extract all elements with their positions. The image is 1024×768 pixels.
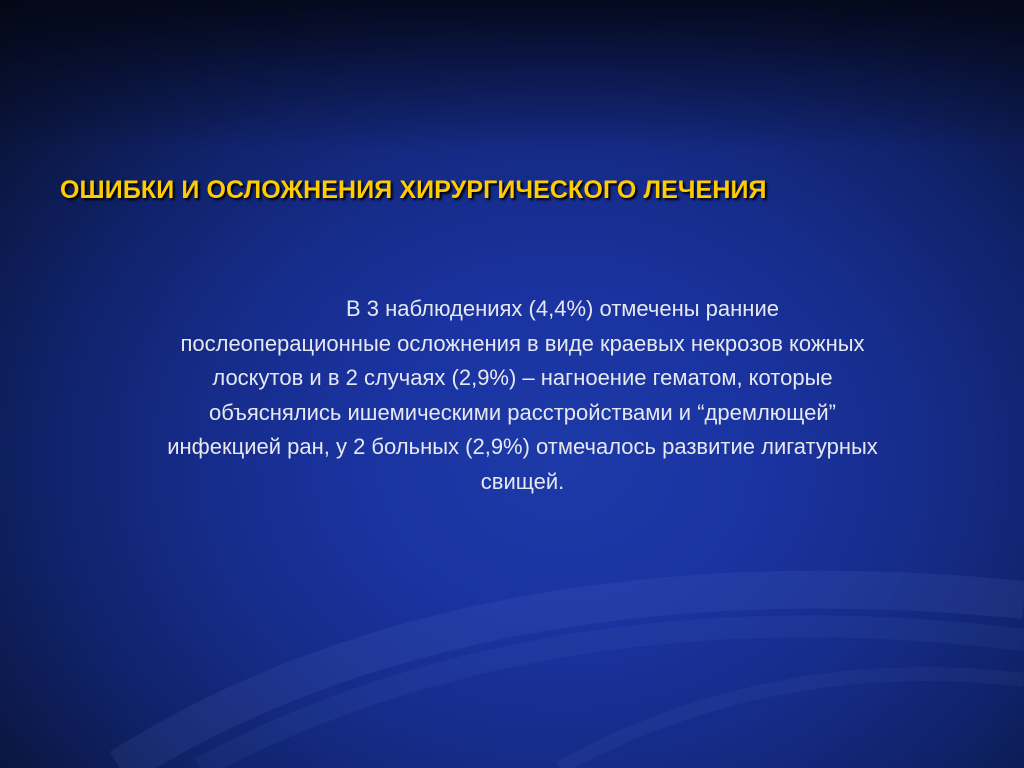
body-line: В 3 наблюдениях (4,4%) отмечены ранние — [346, 296, 779, 321]
body-line: объяснялись ишемическими расстройствами и “дремлющей” — [208, 399, 837, 425]
body-line: послеоперационные осложнения в виде краевых некрозов кожных — [180, 330, 865, 356]
slide-body-text — [50, 292, 995, 499]
body-line: инфекцией ран, у 2 больных (2,9%) отмечалось развитие лигатурных — [167, 434, 878, 459]
body-line: лоскутов и в 2 случаях (2,9%) – нагноение гематом, которые — [212, 365, 833, 390]
body-line: свищей. — [480, 468, 565, 494]
slide-title: ОШИБКИ И ОСЛОЖНЕНИЯ ХИРУРГИЧЕСКОГО ЛЕЧЕНИЯ — [60, 176, 767, 204]
